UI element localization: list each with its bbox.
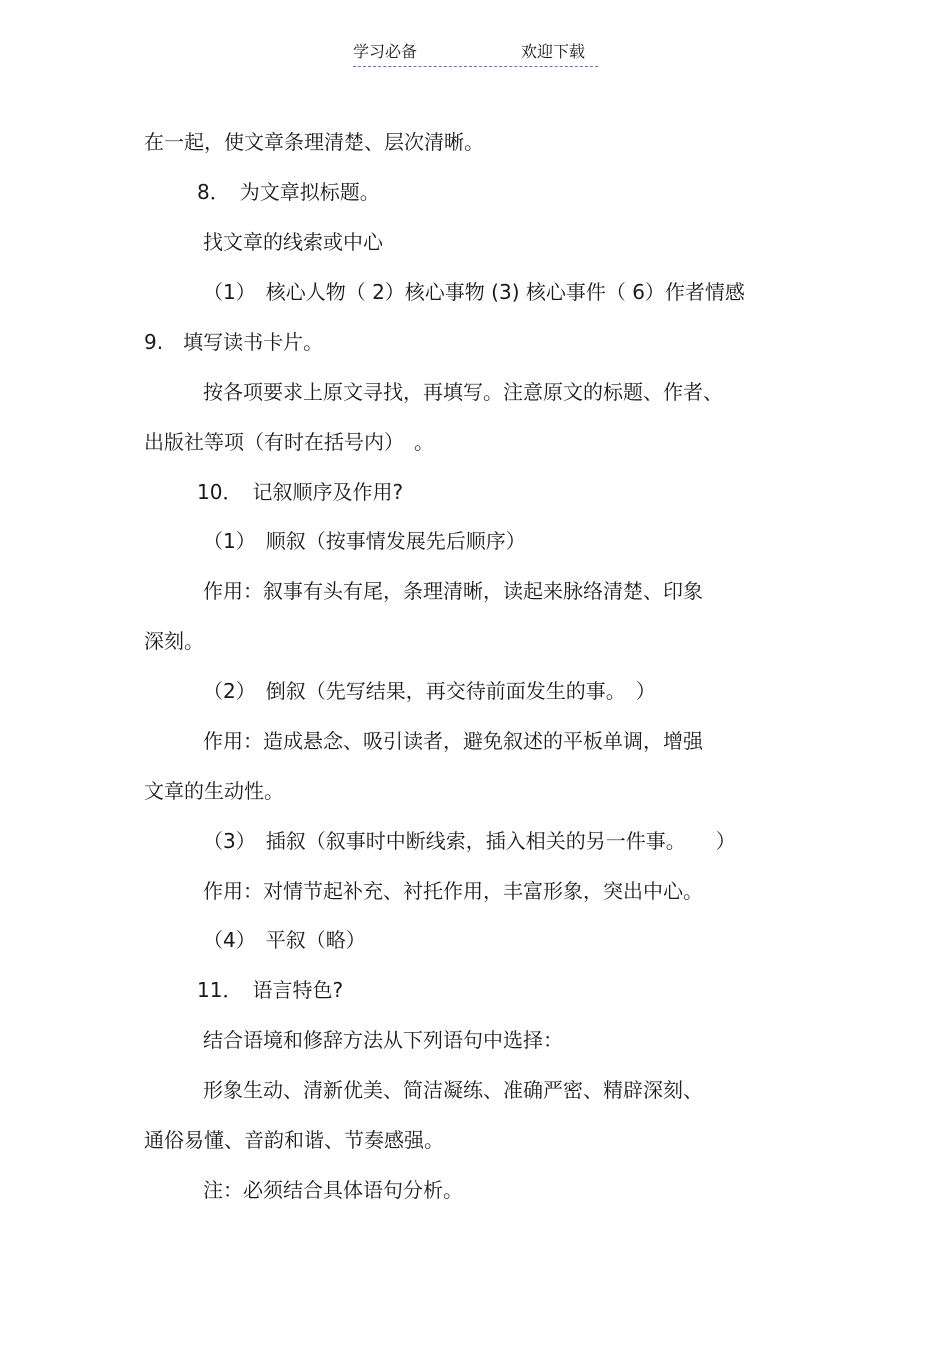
paragraph-line: 出版社等项（有时在括号内） 。	[144, 430, 434, 454]
paragraph-line: 在一起，使文章条理清楚、层次清晰。	[144, 130, 484, 154]
header-left-text: 学习必备	[353, 42, 418, 61]
note-line: 注：必须结合具体语句分析。	[203, 1178, 463, 1202]
list-item: （4） 平叙（略）	[203, 928, 366, 952]
paragraph-line: 找文章的线索或中心	[203, 230, 383, 254]
paragraph-line: 形象生动、清新优美、简洁凝练、准确严密、精辟深刻、	[203, 1078, 703, 1102]
section-heading: 8． 为文章拟标题。	[197, 180, 380, 204]
list-item: （1） 核心人物（ 2）核心事物 (3) 核心事件（ 6）作者情感	[203, 280, 745, 304]
paragraph-line: 作用：造成悬念、吸引读者，避免叙述的平板单调，增强	[203, 729, 703, 753]
paragraph-line: 作用：叙事有头有尾，条理清晰，读起来脉络清楚、印象	[203, 579, 703, 603]
section-heading: 10． 记叙顺序及作用?	[197, 480, 404, 504]
paragraph-line: 按各项要求上原文寻找，再填写。注意原文的标题、作者、	[203, 380, 723, 404]
paragraph-line: 作用：对情节起补充、衬托作用，丰富形象，突出中心。	[203, 879, 703, 903]
list-item: （1） 顺叙（按事情发展先后顺序）	[203, 529, 526, 553]
paragraph-line: 结合语境和修辞方法从下列语句中选择：	[203, 1028, 563, 1052]
header-right-text: 欢迎下载	[521, 42, 586, 61]
section-heading: 9. 填写读书卡片。	[144, 330, 324, 354]
list-item: （2） 倒叙（先写结果，再交待前面发生的事。 ）	[203, 679, 656, 703]
paragraph-line: 文章的生动性。	[144, 779, 284, 803]
paragraph-line: 通俗易懂、音韵和谐、节奏感强。	[144, 1128, 444, 1152]
list-item: （3） 插叙（叙事时中断线索，插入相关的另一件事。 ）	[203, 829, 736, 853]
section-heading: 11． 语言特色?	[197, 978, 344, 1002]
paragraph-line: 深刻。	[144, 629, 204, 653]
